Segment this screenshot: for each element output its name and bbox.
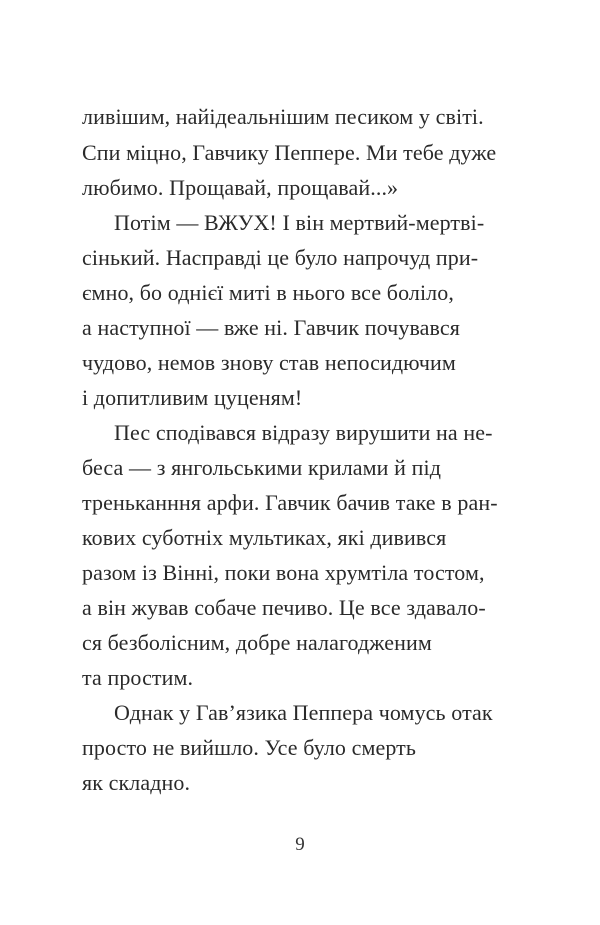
text-line: та простим. [82,665,194,690]
text-line: любимо. Прощавай, прощавай...» [82,175,399,200]
page-number: 9 [295,834,305,855]
text-line: ся безболісним, добре налагодженим [82,630,432,655]
text-line: треньканння арфи. Гавчик бачив таке в ран- [82,490,498,515]
paragraph-start-line: Пес сподівався відразу вирушити на не- [114,420,493,445]
text-line: беса — з янгольськими крилами й під [82,455,442,480]
text-line: Спи міцно, Гавчику Пеппере. Ми тебе дуже [82,140,497,165]
text-line: просто не вийшло. Усе було смерть [82,735,417,760]
text-line: разом із Вінні, поки вона хрумтіла тостом, [82,560,485,585]
text-line: ливішим, найідеальнішим песиком у світі. [82,104,484,129]
text-line: а наступної — вже ні. Гавчик почувався [82,315,460,340]
text-line: як складно. [82,770,191,795]
paragraph-start-line: Однак у Гав’язика Пеппера чомусь отак [114,700,493,725]
paragraph-start-line: Потім — ВЖУХ! І він мертвий-мертві- [114,210,485,235]
text-line: ємно, бо однієї миті в нього все боліло, [82,280,454,305]
text-line: кових суботніх мультиках, які дивився [82,525,447,550]
text-line: і допитливим цуценям! [82,385,303,410]
text-line: чудово, немов знову став непосидючим [82,350,456,375]
text-line: а він жував собаче печиво. Це все здавало- [82,595,486,620]
text-line: сінький. Насправді це було напрочуд при- [82,245,479,270]
